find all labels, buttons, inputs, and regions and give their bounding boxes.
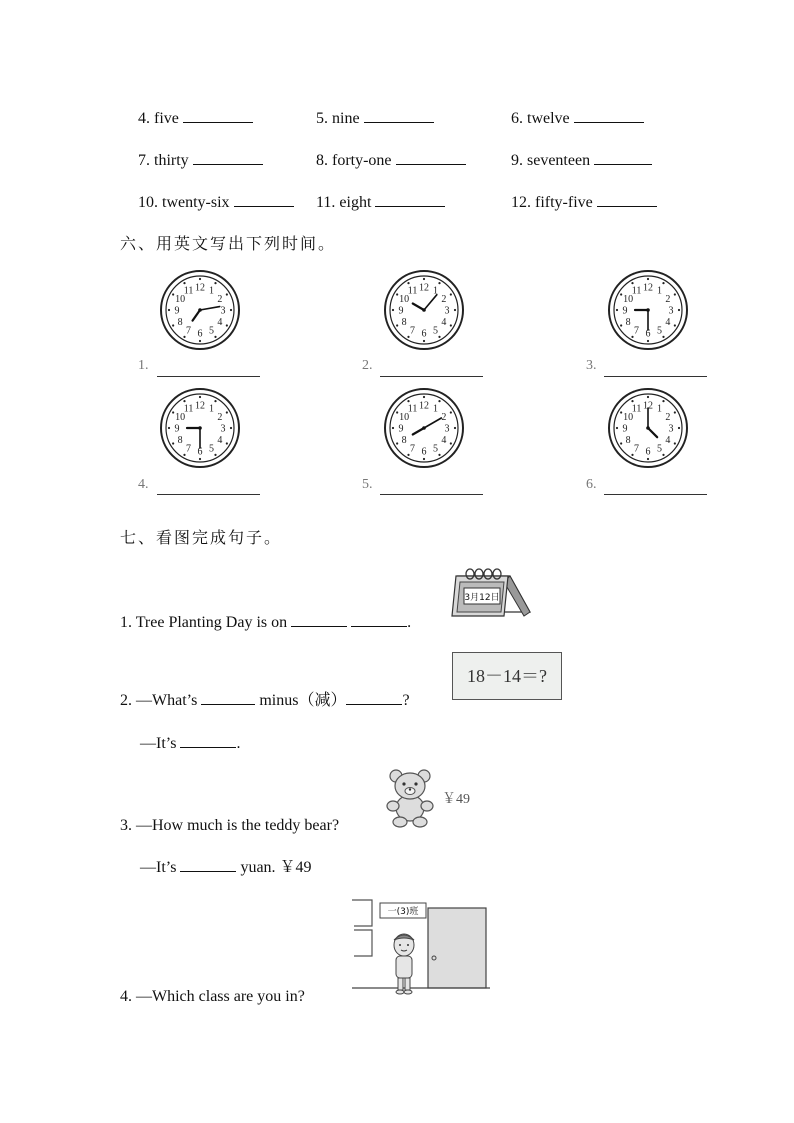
clock-number: 8 [177, 317, 183, 328]
clock-number: 1 [433, 285, 438, 297]
answer-line-6[interactable] [604, 494, 707, 495]
clock-number: 7 [410, 443, 415, 455]
clock-number: 5 [433, 443, 438, 455]
clock-number: 12 [643, 282, 653, 294]
clock-number: 5 [657, 443, 662, 455]
clock-number: 11 [183, 403, 194, 415]
clock-number: 9 [398, 423, 404, 435]
calendar-icon [450, 562, 532, 622]
clock-number: 10 [623, 412, 634, 423]
clock-number: 6 [645, 328, 651, 340]
clock-number: 4 [441, 435, 447, 446]
section-6-title: 六、用英文写出下列时间。 [120, 234, 337, 253]
clock-number: 1 [657, 285, 662, 297]
clock-number: 7 [634, 443, 639, 455]
answer-line-4[interactable] [157, 494, 260, 495]
clock-number: 3 [668, 305, 674, 317]
clock-number: 12 [195, 282, 205, 294]
clock-number: 10 [399, 412, 410, 423]
equation-box: 18－14＝? [452, 652, 562, 700]
clock-label-6: 6. [586, 477, 597, 492]
clock-number: 4 [217, 435, 223, 446]
classroom-image [352, 896, 492, 1000]
clock-number: 9 [622, 305, 628, 317]
clock-face-1 [158, 268, 242, 352]
clock-face-4 [158, 386, 242, 470]
clock-number: 3 [444, 423, 450, 435]
clock-number: 9 [622, 423, 628, 435]
clock-number: 3 [220, 305, 226, 317]
clock-face-2 [382, 268, 466, 352]
clock-number: 1 [433, 403, 438, 415]
clock-number: 4 [217, 317, 223, 328]
clock-number: 9 [174, 423, 180, 435]
price-tag: ￥49 [442, 792, 470, 807]
clock-face-3 [606, 268, 690, 352]
clock-number: 2 [217, 294, 223, 305]
clock-number: 8 [401, 317, 407, 328]
item-4: 4. five [138, 108, 253, 129]
clock-number: 12 [419, 400, 429, 412]
clock-number: 10 [175, 294, 186, 305]
clock-number: 2 [217, 412, 223, 423]
clock-number: 3 [444, 305, 450, 317]
clock-number: 11 [407, 285, 418, 297]
answer-line-1[interactable] [157, 376, 260, 377]
clock-number: 2 [441, 412, 447, 423]
clock-number: 7 [186, 443, 191, 455]
item-12: 12. fifty-five [511, 192, 657, 213]
clock-number: 10 [623, 294, 634, 305]
clock-number: 7 [186, 325, 191, 337]
item-5: 5. nine [316, 108, 434, 129]
clock-number: 9 [398, 305, 404, 317]
clock-face-6 [606, 386, 690, 470]
clock-number: 8 [177, 435, 183, 446]
clock-number: 12 [643, 400, 653, 412]
clock-number: 3 [668, 423, 674, 435]
clock-number: 6 [197, 328, 203, 340]
clock-number: 8 [625, 435, 631, 446]
clock-number: 11 [631, 403, 642, 415]
clock-number: 6 [645, 446, 651, 458]
clock-label-4: 4. [138, 477, 149, 492]
clock-face-5 [382, 386, 466, 470]
clock-number: 5 [433, 325, 438, 337]
clock-label-2: 2. [362, 358, 373, 373]
clock-number: 9 [174, 305, 180, 317]
calendar-date: 3月12日 [464, 593, 500, 603]
clock-number: 8 [625, 317, 631, 328]
question-2: 2. —What’s minus（减） ? [120, 692, 410, 709]
clock-number: 12 [195, 400, 205, 412]
item-8: 8. forty-one [316, 150, 466, 171]
clock-number: 11 [631, 285, 642, 297]
clock-number: 2 [665, 294, 671, 305]
clock-number: 4 [441, 317, 447, 328]
answer-line-3[interactable] [604, 376, 707, 377]
question-4: 4. —Which class are you in? [120, 988, 305, 1005]
clock-number: 8 [401, 435, 407, 446]
clock-number: 3 [220, 423, 226, 435]
clock-number: 10 [175, 412, 186, 423]
item-10: 10. twenty-six [138, 192, 294, 213]
question-1: 1. Tree Planting Day is on . [120, 614, 412, 631]
clock-number: 7 [410, 325, 415, 337]
clock-number: 6 [421, 328, 427, 340]
question-3: 3. —How much is the teddy bear? [120, 817, 340, 834]
clock-number: 5 [657, 325, 662, 337]
clock-label-1: 1. [138, 358, 149, 373]
class-sign: 一(3)班 [387, 907, 419, 917]
clock-number: 12 [419, 282, 429, 294]
item-11: 11. eight [316, 192, 445, 213]
item-9: 9. seventeen [511, 150, 652, 171]
answer-3: —It’s yuan. ￥49 [140, 859, 312, 876]
clock-number: 10 [399, 294, 410, 305]
section-7-title: 七、看图完成句子。 [120, 528, 283, 547]
clock-number: 6 [421, 446, 427, 458]
clock-number: 6 [197, 446, 203, 458]
clock-number: 5 [209, 325, 214, 337]
clock-number: 11 [407, 403, 418, 415]
clock-number: 11 [183, 285, 194, 297]
clock-number: 1 [209, 403, 214, 415]
clock-number: 4 [665, 435, 671, 446]
item-7: 7. thirty [138, 150, 263, 171]
answer-line-5[interactable] [380, 494, 483, 495]
answer-2: —It’s . [140, 735, 241, 752]
clock-number: 1 [209, 285, 214, 297]
clock-label-3: 3. [586, 358, 597, 373]
clock-number: 4 [665, 317, 671, 328]
clock-number: 1 [657, 403, 662, 415]
teddy-bear-image [384, 768, 442, 830]
clock-number: 7 [634, 325, 639, 337]
clock-number: 2 [665, 412, 671, 423]
answer-line-2[interactable] [380, 376, 483, 377]
clock-number: 5 [209, 443, 214, 455]
clock-label-5: 5. [362, 477, 373, 492]
clock-number: 2 [441, 294, 447, 305]
item-6: 6. twelve [511, 108, 644, 129]
